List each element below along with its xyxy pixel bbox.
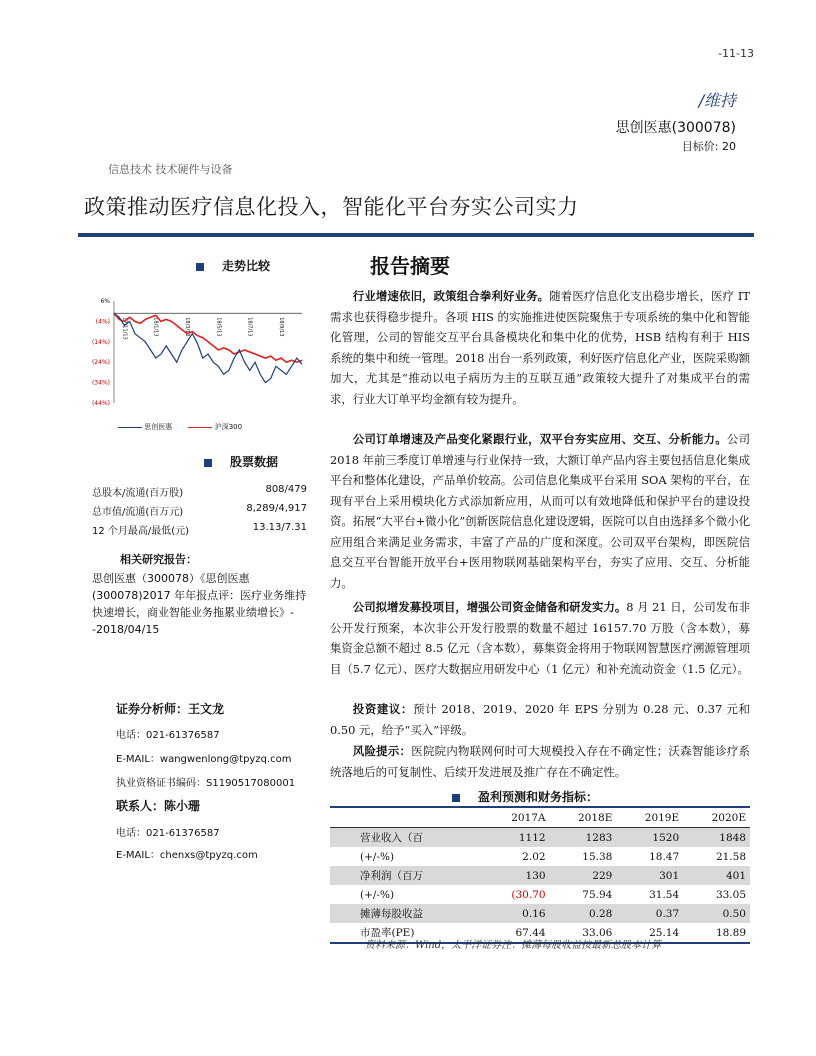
table-cell-negative: (30.70 — [511, 888, 546, 901]
column-header: 2020E — [683, 807, 750, 828]
stat-value: 8,289/4,917 — [246, 503, 307, 514]
table-cell: 33.05 — [715, 888, 746, 901]
x-tick-label: 18/3/13 — [184, 317, 191, 337]
summary-paragraph-2 — [330, 429, 750, 593]
paragraph-lead: 公司订单增速及产品变化紧跟行业，双平台夯实应用、交互、分析能力。 — [352, 432, 727, 446]
analyst-title: 证券分析师：王文龙 — [116, 702, 225, 716]
paragraph-lead: 风险提示： — [352, 744, 412, 758]
stock-data-table — [92, 484, 307, 541]
row-label: (+/-%) — [360, 850, 395, 863]
table-cell: 1848 — [683, 828, 750, 848]
stat-value: 808/479 — [265, 484, 307, 495]
contact-email[interactable]: E-MAIL：chenxs@tpyzq.com — [116, 850, 258, 861]
x-tick-label: 18/7/13 — [246, 317, 253, 337]
table-row — [330, 828, 750, 848]
legend-stock-swatch — [118, 427, 142, 428]
paragraph-lead: 公司拟增发募投项目，增强公司资金储备和研发实力。 — [352, 600, 627, 614]
y-tick-label: 6% — [100, 298, 110, 305]
summary-title: 报告摘要 — [370, 254, 450, 278]
table-cell: 0.16 — [483, 904, 550, 923]
legend-stock-label: 思创医惠 — [144, 423, 173, 431]
row-label: 市盈率(PE) — [330, 923, 483, 943]
paragraph-lead: 投资建议： — [352, 702, 414, 716]
report-date: -11-13 — [718, 47, 754, 60]
paragraph-lead: 行业增速依旧，政策组合拳利好业务。 — [352, 289, 550, 303]
stock-data-row — [92, 503, 307, 522]
row-label: 摊薄每股收益 — [330, 904, 483, 923]
table-cell: 301 — [616, 866, 683, 885]
trend-heading — [196, 257, 270, 274]
paragraph-text: 8 月 21 日，公司发布非公开发行预案，本次非公开发行股票的数量不超过 16157.70 万股（含本数），募集资金总额不超过 8.5 亿元（含本数），募集资金将用于物联网智慧医疗溯源管理项目（5.7 亿元）、医疗大数据应用研发中心（1 亿元）和补充流动资金（1.5 亿元）。 — [330, 600, 750, 676]
table-cell: 1112 — [483, 828, 550, 848]
table-row — [330, 885, 750, 904]
stat-label: 总股本/流通(百万股) — [92, 488, 184, 499]
table-corner — [330, 807, 483, 828]
table-cell: 18.47 — [649, 850, 680, 863]
chart-x-ticks — [121, 317, 284, 339]
table-cell: 21.58 — [715, 850, 746, 863]
table-cell: 1283 — [550, 828, 617, 848]
y-tick-label: (44%) — [91, 400, 110, 407]
table-cell: 1520 — [616, 828, 683, 848]
target-price: 目标价: 20 — [681, 140, 736, 153]
trend-heading-text: 走势比较 — [222, 259, 271, 273]
analyst-cert: 执业资格证书编码：S1190517080001 — [116, 778, 296, 789]
table-cell: 67.44 — [483, 923, 550, 943]
summary-paragraph-5 — [330, 741, 750, 782]
table-cell: 15.38 — [582, 850, 613, 863]
related-report: 思创医惠（300078）《思创医惠(300078)2017 年年报点评：医疗业务维持快速增长，商业智能业务拖累业绩增长》--2018/04/15 — [92, 572, 307, 636]
y-tick-label: (14%) — [91, 338, 110, 346]
x-tick-label: 18/5/13 — [215, 317, 222, 337]
x-tick-label: 17/11/13 — [121, 317, 128, 340]
column-header: 2019E — [616, 807, 683, 828]
contact-phone: 电话：021-61376587 — [116, 828, 220, 839]
legend-index-label: 沪深300 — [214, 423, 243, 431]
y-tick-label: (34%) — [91, 379, 110, 387]
column-header: 2017A — [483, 807, 550, 828]
stat-label: 12 个月最高/最低(元) — [92, 526, 190, 537]
analyst-email[interactable]: E-MAIL：wangwenlong@tpyzq.com — [116, 754, 292, 765]
row-label: (+/-%) — [360, 888, 395, 901]
forecast-heading-text: 盈利预测和财务指标： — [478, 790, 599, 804]
summary-paragraph-1 — [330, 286, 750, 409]
industry-label: 信息技术 技术硬件与设备 — [108, 163, 233, 176]
chart-legend — [118, 422, 242, 432]
forecast-table — [330, 806, 750, 944]
stock-data-heading — [204, 453, 278, 470]
bullet-square-icon — [452, 794, 460, 802]
bullet-square-icon — [204, 459, 212, 467]
column-header: 2018E — [550, 807, 617, 828]
table-cell: 25.14 — [616, 923, 683, 943]
stat-label: 总市值/流通(百万元) — [92, 507, 184, 518]
table-cell: 31.54 — [649, 888, 680, 901]
table-cell: 130 — [483, 866, 550, 885]
bullet-square-icon — [196, 263, 204, 271]
analyst-phone: 电话：021-61376587 — [116, 730, 220, 741]
row-label: 净利润（百万 — [330, 866, 483, 885]
x-tick-label: 18/9/13 — [278, 317, 285, 337]
title-rule — [78, 233, 754, 237]
stock-data-row — [92, 522, 307, 541]
series-line-stock — [114, 313, 302, 382]
related-heading: 相关研究报告： — [120, 553, 197, 566]
chart-y-ticks — [92, 298, 110, 407]
summary-paragraph-4 — [330, 699, 750, 740]
trend-chart — [88, 293, 308, 413]
table-cell: 0.37 — [616, 904, 683, 923]
report-title: 政策推动医疗信息化投入，智能化平台夯实公司实力 — [84, 195, 579, 219]
table-row — [330, 847, 750, 866]
table-cell: 0.50 — [683, 904, 750, 923]
x-tick-label: 18/1/13 — [152, 317, 159, 337]
table-cell: 33.06 — [550, 923, 617, 943]
legend-index-swatch — [188, 427, 212, 428]
y-tick-label: (24%) — [91, 359, 110, 367]
table-row — [330, 866, 750, 885]
table-cell: 18.89 — [683, 923, 750, 943]
paragraph-text: 预计 2018、2019、2020 年 EPS 分别为 0.28 元、0.37 元和 0.50 元，给予“买入”评级。 — [330, 702, 750, 737]
table-cell: 0.28 — [550, 904, 617, 923]
y-tick-label: (4%) — [95, 318, 110, 326]
stock-data-heading-text: 股票数据 — [230, 455, 279, 469]
stock-name: 思创医惠(300078) — [615, 120, 736, 136]
table-header-row — [330, 807, 750, 828]
table-cell: 229 — [550, 866, 617, 885]
table-cell: 401 — [683, 866, 750, 885]
paragraph-text: 公司 2018 年前三季度订单增速与行业保持一致，大额订单产品内容主要包括信息化集成平台和整体化建设，产品单价较高。公司信息化集成平台采用 SOA 架构的平台，在现有平台上采用模块化方式添加新应用，从而可以有效地降低和保护平台的建设投资。拓展“大平台+微小化”创新医院信息化建设逻辑，医院可以自由选择多个微小化应用组合来满足业务需求，丰富了产品的广度和深度。公司双平台架构，即医院信息交互平台智能开放平台+医用物联网基础架构平台，夯实了应用、交互、分析能力。 — [330, 432, 750, 590]
contact-title: 联系人：陈小珊 — [116, 799, 201, 813]
table-row — [330, 904, 750, 923]
paragraph-text: 医院院内物联网何时可大规模投入存在不确定性；沃森智能诊疗系统落地后的可复制性、后续开发进展及推广存在不确定性。 — [330, 744, 750, 779]
row-label: 营业收入（百 — [330, 828, 483, 848]
summary-paragraph-3 — [330, 597, 750, 679]
table-cell: 75.94 — [582, 888, 613, 901]
stock-data-row — [92, 484, 307, 503]
rating: /维持 — [698, 91, 736, 110]
chart-grid — [114, 301, 302, 403]
paragraph-text: 随着医疗信息化支出稳步增长，医疗 IT 需求也获得稳步提升。各项 HIS 的实施推进使医院聚焦于专项系统的集中化和智能化管理，公司的智能交互平台具备模块化和集中化的优势，HSB 结构有利于 HIS 系统的集中和统一管理。2018 出台一系列政策，利好医疗信息化产业，医院采购额加大，尤其是“推动以电子病历为主的互联互通”政策较大提升了对集成平台的需求，行业大订单平均金额有较为提升。 — [330, 289, 750, 406]
stat-value: 13.13/7.31 — [252, 522, 307, 533]
forecast-heading — [452, 788, 598, 805]
source-note: 资料来源：Wind，太平洋证券注：摊薄每股收益按最新总股本计算 — [365, 940, 662, 951]
table-cell: 2.02 — [522, 850, 546, 863]
